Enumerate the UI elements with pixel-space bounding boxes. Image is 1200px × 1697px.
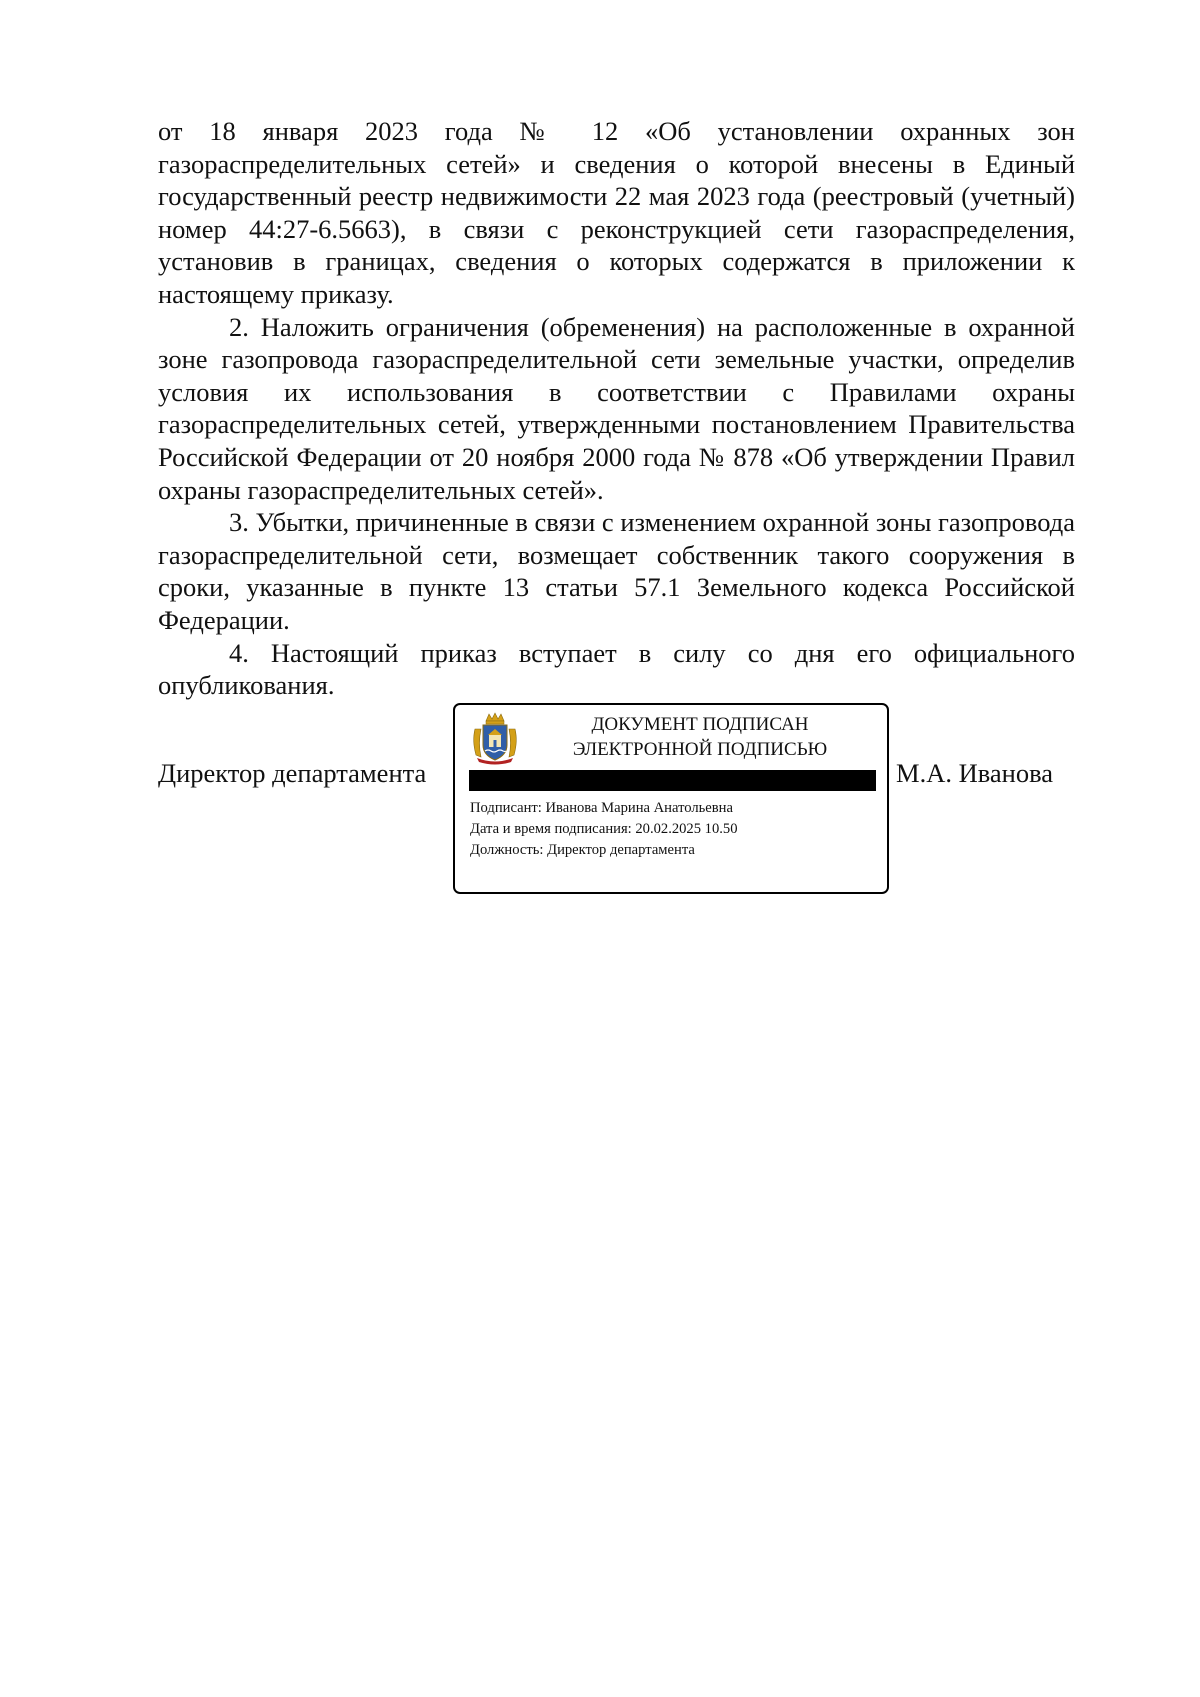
- redacted-certificate-bar: [469, 770, 876, 791]
- document-body: [158, 115, 1075, 702]
- paragraph-item-2: 2. Наложить ограничения (обременения) на расположенные в охранной зоне газопровода газораспределительной сети земельные участки, определив условия их использования в соответствии с Правилами охраны газораспределительных сетей, утвержденными постановлением Правительства Российской Федерации от 20 ноября 2000 года № 878 «Об утверждении Правил охраны газораспределительных сетей».: [158, 311, 1075, 505]
- signature-position-title: Директор департамента: [158, 758, 427, 788]
- stamp-header: [525, 712, 875, 762]
- stamp-header-line1: ДОКУМЕНТ ПОДПИСАН: [591, 714, 809, 735]
- paragraph-continuation: от 18 января 2023 года № 12 «Об установлении охранных зон газораспределительных сетей» и сведения о которой внесены в Единый государственный реестр недвижимости 22 мая 2023 года (реестровый (учетный) номер 44:27-6.5663), в связи с реконструкцией сети газораспределения, установив в границах, сведения о которых содержатся в приложении к настоящему приказу.: [158, 116, 1075, 309]
- coat-of-arms-icon: [469, 711, 521, 765]
- electronic-signature-stamp: [453, 703, 889, 894]
- stamp-signed-at: Дата и время подписания: 20.02.2025 10.50: [470, 821, 738, 837]
- signer-short-name: М.А. Иванова: [896, 758, 1053, 788]
- paragraph-item-3: 3. Убытки, причиненные в связи с изменением охранной зоны газопровода газораспределительной сети, возмещает собственник такого сооружения в сроки, указанные в пункте 13 статьи 57.1 Земельного кодекса Российской Федерации.: [158, 507, 1075, 635]
- paragraph-item-4: 4. Настоящий приказ вступает в силу со дня его официального опубликования.: [158, 637, 1075, 701]
- stamp-position: Должность: Директор департамента: [470, 842, 695, 858]
- stamp-header-line2: ЭЛЕКТРОННОЙ ПОДПИСЬЮ: [572, 739, 828, 760]
- stamp-details: [470, 798, 880, 861]
- stamp-signer: Подписант: Иванова Марина Анатольевна: [470, 800, 733, 816]
